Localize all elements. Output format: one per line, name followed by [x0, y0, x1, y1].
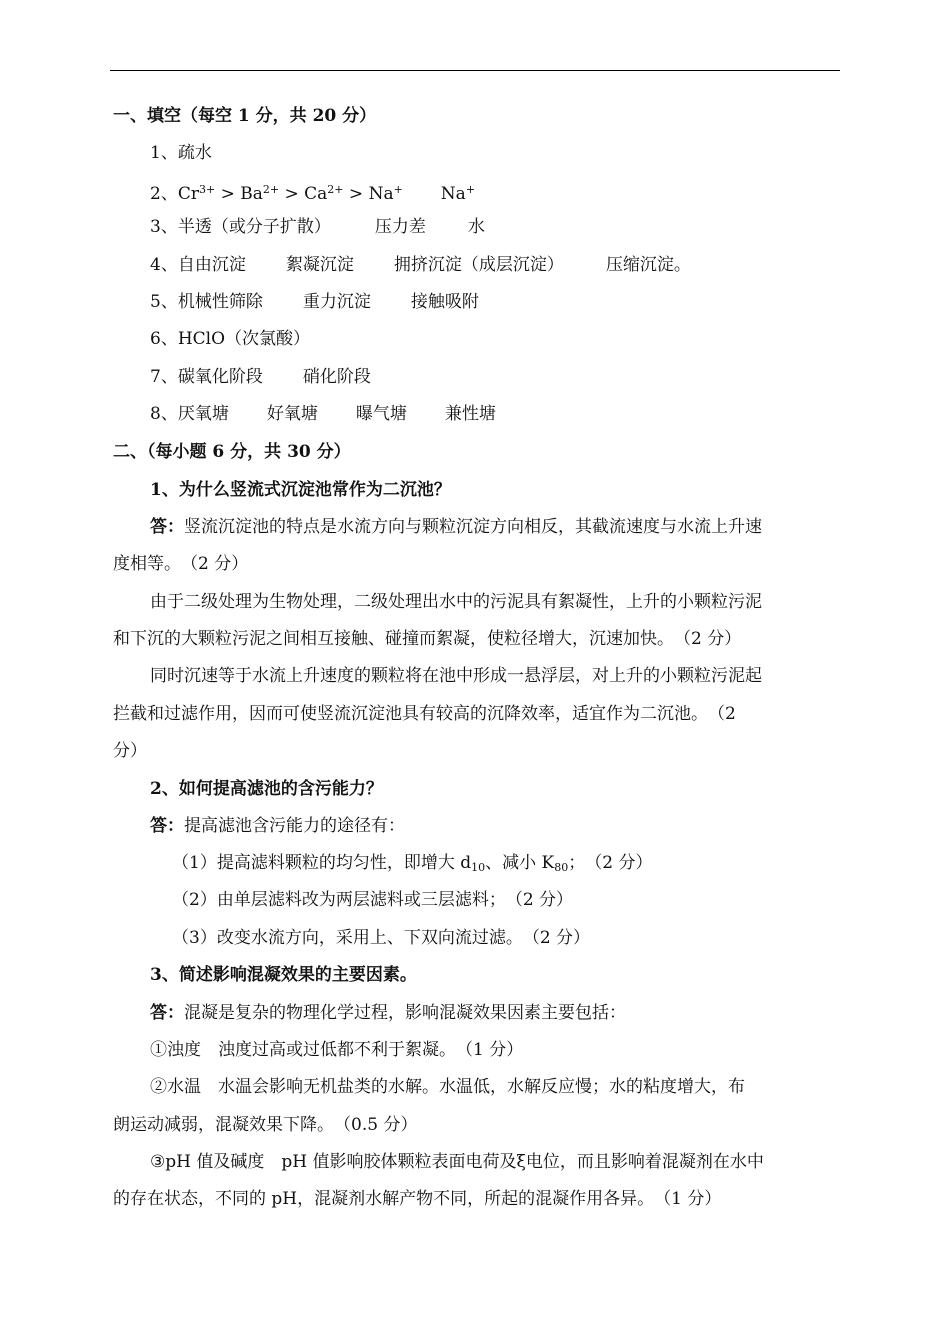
q1-answer-line-3: 由于二级处理为生物处理，二级处理出水中的污泥具有絮凝性，上升的小颗粒污泥 — [150, 592, 762, 612]
question-3-title: 3、简述影响混凝效果的主要因素。 — [150, 965, 417, 985]
q2-item-1: （1）提高滤料颗粒的均匀性，即增大 $d_{10}$、减小 $K_{80}$； （2 分） — [172, 853, 653, 874]
answer-line-8: 8、厌氧塘 好氧塘 曝气塘 兼性塘 — [150, 404, 496, 424]
q1-answer-line-2: 度相等。 （2 分） — [113, 554, 249, 574]
q1-answer-line-4: 和下沉的大颗粒污泥之间相互接触、碰撞而絮凝，使粒径增大，沉速加快。 （2 分） — [113, 629, 742, 649]
section1-heading: 一、填空（每空 1 分，共 20 分） — [113, 106, 377, 126]
question-2-title: 2、如何提高滤池的含污能力？ — [150, 779, 383, 799]
question-1-title: 1、为什么竖流式沉淀池常作为二沉池？ — [150, 480, 451, 500]
header-rule — [110, 70, 840, 71]
answer-line-1: 1、疏水 — [150, 143, 212, 163]
answer-line-7: 7、碳氧化阶段 硝化阶段 — [150, 367, 371, 387]
section2-heading: 二、（每小题 6 分，共 30 分） — [113, 442, 351, 462]
q3-factor-3-line-2: 的存在状态，不同的 pH，混凝剂水解产物不同，所起的混凝作用各异。 （1 分） — [113, 1189, 722, 1209]
q3-answer-intro: 答：混凝是复杂的物理化学过程，影响混凝效果因素主要包括： — [150, 1003, 626, 1023]
q1-answer-line-5: 同时沉速等于水流上升速度的颗粒将在池中形成一悬浮层，对上升的小颗粒污泥起 — [150, 666, 762, 686]
answer-line-3: 3、半透（或分子扩散） 压力差 水 — [150, 217, 485, 237]
q2-item-2: （2）由单层滤料改为两层滤料或三层滤料； （2 分） — [172, 890, 574, 910]
answer-line-5: 5、机械性筛除 重力沉淀 接触吸附 — [150, 292, 479, 312]
q2-answer-intro: 答：提高滤池含污能力的途径有： — [150, 816, 405, 836]
answer-line-2: 2、$Cr^{3+} > Ba^{2+} > Ca^{2+} > Na^+$ Na+ — [150, 183, 476, 204]
answer-line-4: 4、自由沉淀 絮凝沉淀 拥挤沉淀（成层沉淀） 压缩沉淀。 — [150, 255, 691, 275]
q1-answer-line-6: 拦截和过滤作用，因而可使竖流沉淀池具有较高的沉降效率，适宜作为二沉池。 （2 — [113, 704, 736, 724]
q2-item-3: （3）改变水流方向，采用上、下双向流过滤。 （2 分） — [172, 928, 591, 948]
answer-line-6: 6、HClO（次氯酸） — [150, 329, 311, 349]
q3-factor-1: ①浊度 浊度过高或过低都不利于絮凝。 （1 分） — [150, 1040, 524, 1060]
q3-factor-2-line-1: ②水温 水温会影响无机盐类的水解。水温低，水解反应慢；水的粘度增大，布 — [150, 1077, 745, 1097]
q3-factor-2-line-2: 朗运动减弱，混凝效果下降。 （0.5 分） — [113, 1115, 418, 1135]
q1-answer-line-1: 答：竖流沉淀池的特点是水流方向与颗粒沉淀方向相反，其截流速度与水流上升速 — [150, 517, 762, 537]
q3-factor-3-line-1: ③pH 值及碱度 pH 值影响胶体颗粒表面电荷及ξ电位，而且影响着混凝剂在水中 — [150, 1152, 764, 1172]
q1-answer-line-7: 分） — [113, 741, 147, 761]
